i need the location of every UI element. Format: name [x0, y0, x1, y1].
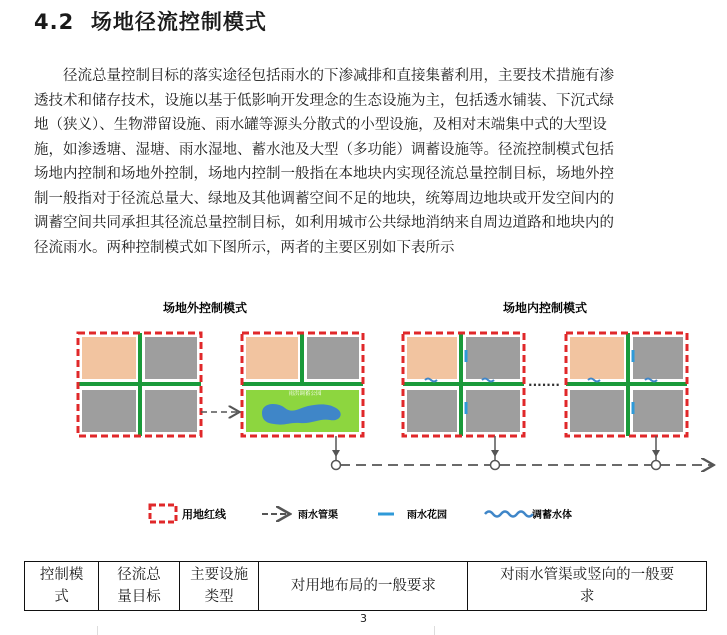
site-block-1 — [78, 333, 201, 436]
site-block-2 — [242, 333, 363, 436]
ellipsis: ······· — [528, 378, 560, 392]
page-number: 3 — [360, 612, 367, 625]
body-paragraph — [34, 64, 696, 260]
header-facility-type: 主要设施 类型 — [179, 562, 259, 611]
paragraph-line: 透技术和储存技术，设施以基于低影响开发理念的生态设施为主，包括透水铺装、下沉式绿 — [34, 92, 614, 109]
site-block-3 — [403, 333, 524, 436]
manhole — [491, 461, 500, 470]
site-block-4 — [566, 333, 687, 436]
header-control-mode: 控制模 式 — [25, 562, 99, 611]
developed-parcel — [570, 337, 624, 379]
legend-water-label: 调蓄水体 — [532, 510, 572, 521]
header-land-layout: 对用地布局的一般要求 — [259, 562, 468, 611]
section-title: 场地径流控制模式 — [90, 10, 267, 34]
parcel — [145, 390, 197, 432]
manhole — [652, 461, 661, 470]
control-mode-figure — [0, 290, 727, 540]
paragraph-line: 地（狭义）、生物滞留设施、雨水罐等源头分散式的小型设施，及相对末端集中式的大型设 — [34, 117, 607, 133]
legend-garden-label: 雨水花园 — [407, 510, 447, 521]
paragraph-line: 径流总量控制目标的落实途径包括雨水的下渗减排和直接集蓄利用，主要技术措施有渗 — [63, 68, 614, 84]
right-figure-title: 场地内控制模式 — [502, 301, 588, 315]
header-runoff-target: 径流总 量目标 — [99, 562, 180, 611]
parcel — [407, 390, 457, 432]
parcel — [466, 390, 520, 432]
figure-legend — [150, 505, 572, 522]
parcel — [145, 337, 197, 379]
header-pipe-requirement: 对雨水管渠或竖向的一般要 求 — [468, 562, 707, 611]
manhole — [332, 461, 341, 470]
paragraph-line: 制一般指对于径流总量大、绿地及其他调蓄空间不足的地块，统筹周边地块或开发空间内的 — [34, 190, 614, 207]
parcel — [307, 337, 359, 379]
section-number: 4.2 — [34, 10, 75, 34]
parcel — [466, 337, 520, 379]
parcel — [570, 390, 624, 432]
parcel — [633, 337, 683, 379]
parcel — [82, 390, 136, 432]
comparison-table — [24, 561, 707, 611]
left-figure-title: 场地外控制模式 — [162, 301, 248, 315]
legend-boundary-label: 用地红线 — [182, 508, 226, 521]
parcel — [633, 390, 683, 432]
developed-parcel — [82, 337, 136, 379]
paragraph-line: 施，如渗透塘、湿塘、雨水湿地、蓄水池及大型（多功能）调蓄设施等。径流控制模式包括 — [34, 141, 614, 158]
legend-boundary-swatch — [150, 505, 176, 522]
developed-parcel — [407, 337, 457, 379]
table-header-row — [25, 562, 707, 611]
paragraph-line: 径流雨水。两种控制模式如下图所示，两者的主要区别如下表所示 — [34, 239, 455, 256]
legend-water-swatch — [485, 512, 533, 517]
paragraph-line: 场地内控制和场地外控制，场地内控制一般指在本地块内实现径流总量控制目标，场地外控 — [34, 166, 614, 182]
storm-pipe-network — [332, 436, 713, 470]
legend-pipe-label: 雨水管渠 — [298, 510, 338, 521]
pond-label: 雨洪调蓄公园 — [288, 391, 322, 397]
paragraph-line: 调蓄空间共同承担其径流总量控制目标，如利用城市公共绿地消纳来自周边道路和地块内的 — [34, 215, 614, 231]
developed-parcel — [246, 337, 298, 379]
section-heading — [34, 6, 267, 36]
